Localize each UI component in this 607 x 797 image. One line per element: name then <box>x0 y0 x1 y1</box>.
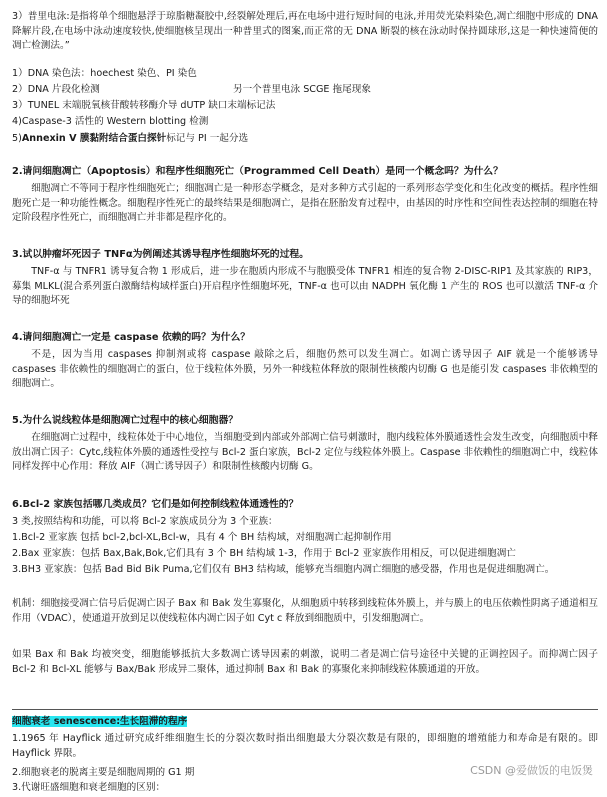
q5-heading: 5.为什么说线粒体是细胞凋亡过程中的核心细胞器？ <box>12 415 239 426</box>
q3-body: TNF-α 与 TNFR1 诱导复合物 1 形成后，进一步在胞质内形成不与胞膜受体 TNFR1 相连的复合物 2-DISC-RIP1 及其家族的 RIP3，募集 MLKL(混合系列蛋白激酶结构域样蛋白)开启程序性细胞坏死，TNF-α 也可以由 NADPH 氧化酶 1 产生的 ROS 也可以激活 TNF-α 介导的细胞坏死 <box>12 266 598 307</box>
q6-conclusion: 如果 Bax 和 Bak 均被突变，细胞能够抵抗大多数凋亡诱导因素的刺激，说明二者是凋亡信号途径中关键的正调控因子。而抑凋亡因子 Bcl-2 和 Bcl-XL 能够与 Bax/Bak 形成异二聚体，通过抑制 Bax 和 Bak 的寡聚化来抑制线粒体膜通道的开放。 <box>12 649 598 675</box>
q2-heading: 2.请问细胞凋亡（Apoptosis）和程序性细胞死亡（Programmed Cell Death）是同一个概念吗？为什么？ <box>12 166 503 177</box>
q5-body: 在细胞凋亡过程中，线粒体处于中心地位，当细胞受到内部或外部凋亡信号刺激时，胞内线粒体外膜通透性会发生改变，向细胞质中释放出凋亡因子：Cytc,线粒体外膜的通透性受控与 Bcl-2 蛋白家族，Bcl-2 定位与线粒体外膜上。Caspase 非依赖性的细胞凋亡中，线粒体同样发挥中心作用：释放 AIF（凋亡诱导因子）和限制性核酸内切酶 G。 <box>12 432 598 473</box>
q6-line-3: 2.Bax 亚家族：包括 Bax,Bak,Bok,它们具有 3 个 BH 结构域 1-3，作用于 Bcl-2 亚家族作用相反，可以促进细胞凋亡 <box>12 548 516 559</box>
senescence-line-3: 3.代谢旺盛细胞和衰老细胞的区别： <box>12 782 166 793</box>
method-item-4: 4)Caspase-3 活性的 Western blotting 检测 <box>12 116 209 127</box>
q6-line-1: 3 类,按照结构和功能，可以将 Bcl-2 家族成员分为 3 个亚族： <box>12 516 278 527</box>
q6-line-2: 1.Bcl-2 亚家族 包括 bcl-2,bcl-XL,Bcl-w，具有 4 个 BH 结构域，对细胞凋亡起抑制作用 <box>12 532 392 543</box>
method-item-2 <box>12 83 598 98</box>
intro-paragraph: 3）普里电泳:是指将单个细胞悬浮于琼脂糖凝胶中,经裂解处理后,再在电场中进行短时间的电泳,并用荧光染料染色,凋亡细胞中形成的 DNA 降解片段,在电场中泳动速度较快,使细胞核呈现出一种普里式的图案,而正常的无 DNA 断裂的核在泳动时保持圆球形,这是一种快速简便的凋亡检测法。” <box>12 11 598 52</box>
q6-mechanism: 机制：细胞接受凋亡信号后促凋亡因子 Bax 和 Bak 发生寡聚化，从细胞质中转移到线粒体外膜上，并与膜上的电压依赖性阴离子通道相互作用（VDAC），使通道开放到足以使线粒体内凋亡因子如 Cyt c 释放到细胞质中，引发细胞凋亡。 <box>12 598 598 624</box>
method-item-2-label: 2）DNA 片段化检测 <box>12 84 100 95</box>
senescence-line-1: 1.1965 年 Hayflick 通过研究成纤维细胞生长的分裂次数时指出细胞最大分裂次数是有限的，即细胞的增殖能力和寿命是有限的。即 Hayflick 界限。 <box>12 733 598 759</box>
q6-line-4: 3.BH3 亚家族：包括 Bad Bid Bik Puma,它们仅有 BH3 结构域，能够充当细胞内凋亡细胞的感受器，作用也是促进细胞凋亡。 <box>12 564 555 575</box>
method-item-5-bold: Annexin V 膜黏附结合蛋白探针 <box>21 133 167 144</box>
method-item-5-rest: 标记与 PI 一起分选 <box>166 133 249 144</box>
senescence-line-2: 2.细胞衰老的脱离主要是细胞周期的 G1 期 <box>12 767 195 778</box>
method-item-5-prefix: 5) <box>12 133 22 144</box>
q6-heading: 6.Bcl-2 家族包括哪几类成员？它们是如何控制线粒体通透性的？ <box>12 499 299 510</box>
method-item-5 <box>12 132 598 147</box>
method-item-1: 1）DNA 染色法：hoechest 染色、PI 染色 <box>12 68 197 79</box>
section-divider <box>12 709 598 710</box>
q3-heading: 3.试以肿瘤坏死因子 TNFα为例阐述其诱导程序性细胞坏死的过程。 <box>12 249 309 260</box>
q2-body: 细胞凋亡不等同于程序性细胞死亡；细胞凋亡是一种形态学概念，是对多种方式引起的一系列形态学变化和生化改变的概括。程序性细胞死亡是一种功能性概念。细胞程序性死亡的最终结果是细胞凋亡，是指在胚胎发育过程中，由基因的时序性和空间性表达控制的细胞在特定阶段程序性死亡，而细胞凋亡并非都是程序化的。 <box>12 183 598 224</box>
senescence-heading: 细胞衰老 senescence:生长阻滞的程序 <box>12 716 188 727</box>
q4-body: 不是，因为当用 caspases 抑制剂或将 caspase 敲除之后，细胞仍然可以发生凋亡。如凋亡诱导因子 AIF 就是一个能够诱导 caspases 非依赖性的细胞凋亡的蛋白，位于线粒体外膜，另外一种线粒体释放的限制性核酸内切酶 G 也是能引发 caspases 非依赖型的细胞凋亡。 <box>12 349 598 390</box>
q4-heading: 4.请问细胞凋亡一定是 caspase 依赖的吗？为什么？ <box>12 332 251 343</box>
csdn-watermark: CSDN @爱做饭的电饭煲 <box>470 764 593 778</box>
method-item-3: 3）TUNEL 末端脱氧核苷酸转移酶介导 dUTP 缺口末端标记法 <box>12 100 276 111</box>
senescence-heading-line <box>12 715 598 730</box>
method-item-2-note: 另一个普里电泳 SCGE 拖尾现象 <box>233 84 371 95</box>
